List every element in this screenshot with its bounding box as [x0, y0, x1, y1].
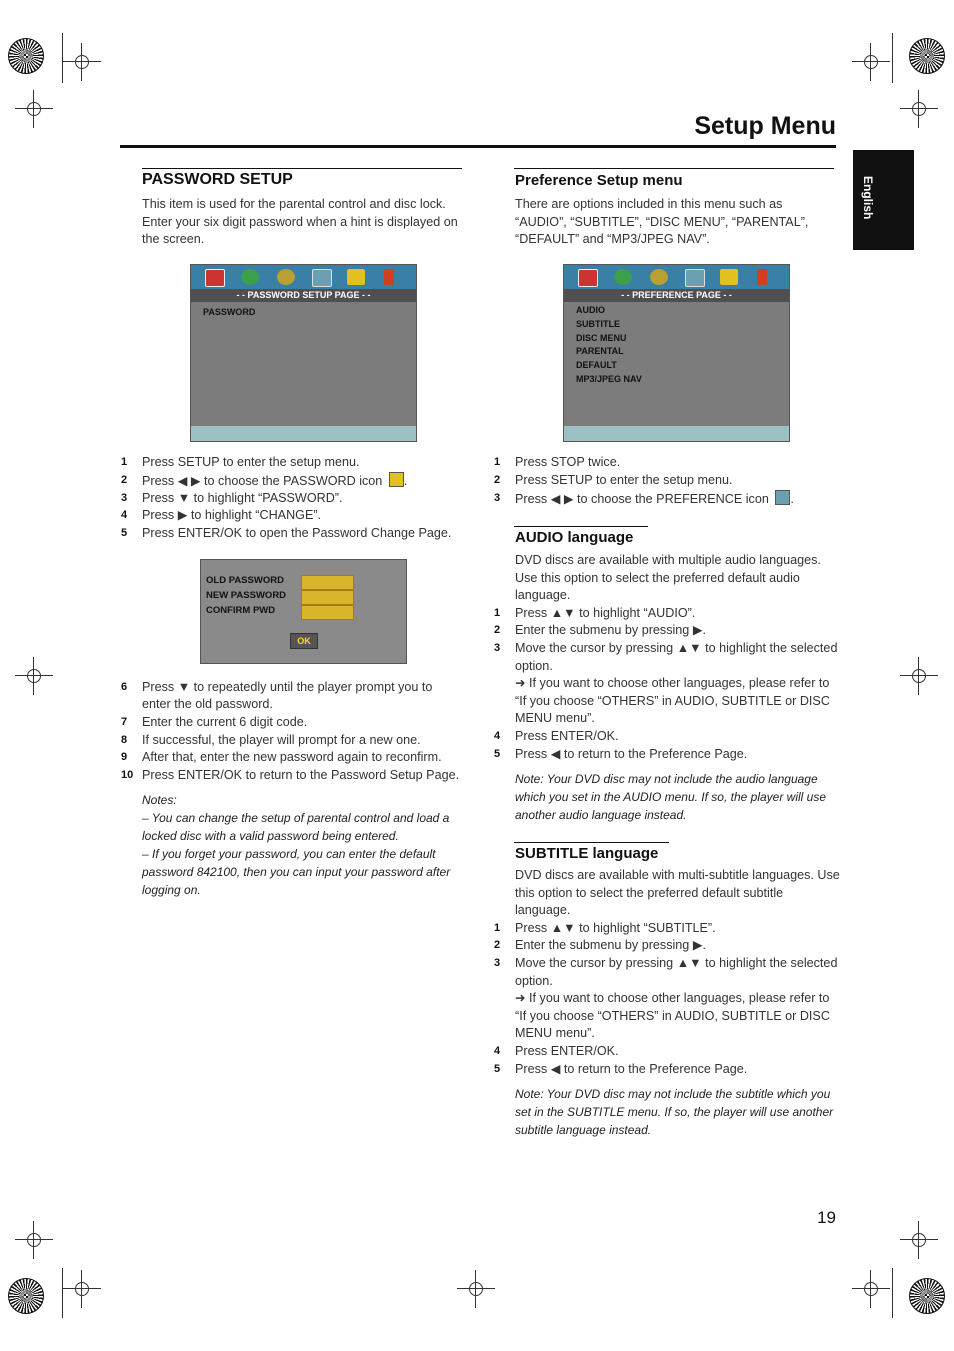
crosshair-mark	[25, 100, 43, 118]
step-number: 4	[494, 730, 501, 742]
crosshair-mark	[73, 53, 91, 71]
crosshair-mark	[862, 1280, 880, 1298]
password-setup-osd-screen	[190, 264, 417, 442]
step-text: After that, enter the new password again to reconfirm.	[142, 750, 442, 764]
step-text: Press ▼ to repeatedly until the player prompt you to	[142, 680, 433, 694]
preference-icon	[312, 269, 332, 287]
osd-menu-item: DEFAULT	[576, 360, 617, 370]
step-number: 3	[494, 957, 501, 969]
step-text: Press ENTER/OK.	[515, 729, 619, 743]
subtitle-language-heading: SUBTITLE language	[515, 845, 659, 862]
step-text: Enter the current 6 digit code.	[142, 715, 308, 729]
text-line: DVD discs are available with multiple audio languages.	[515, 553, 821, 567]
preference-intro	[515, 196, 845, 249]
crop-line	[62, 1268, 63, 1318]
password-lock-icon	[347, 269, 365, 285]
step-number: 7	[121, 716, 128, 728]
step-text: Enter the submenu by pressing ▶.	[515, 938, 706, 953]
step-text: Press ◀ ▶ to choose the PASSWORD icon .	[142, 474, 408, 488]
step-text: Press ◀ ▶ to choose the PREFERENCE icon .	[515, 492, 794, 506]
text-line: “If you choose “OTHERS” in AUDIO, SUBTITLE or DISC	[515, 693, 830, 708]
password-notes	[142, 791, 472, 899]
crosshair-mark	[910, 667, 928, 685]
step-number: 3	[494, 642, 501, 654]
step-text: Press ENTER/OK to return to the Password Setup Page.	[142, 768, 460, 782]
audio-language-heading: AUDIO language	[515, 529, 634, 546]
step-number: 4	[494, 1045, 501, 1057]
osd-menu-item: DISC MENU	[576, 333, 627, 343]
step-text: Press ▶ to highlight “CHANGE”.	[142, 508, 322, 522]
section-rule	[514, 842, 669, 843]
password-change-screen	[200, 559, 407, 664]
text-line: the screen.	[142, 232, 205, 246]
language-tab	[853, 150, 914, 250]
new-password-label: NEW PASSWORD	[206, 590, 287, 601]
text-line: Use this option to select the preferred default audio	[515, 570, 800, 585]
general-setup-icon	[205, 269, 225, 287]
step-text: Press STOP twice.	[515, 455, 621, 469]
note-line: password 842100, then you can input your password after	[142, 865, 451, 879]
text-line: this option to select the preferred default subtitle	[515, 885, 784, 900]
preference-icon	[775, 490, 790, 505]
page-number: 19	[817, 1208, 836, 1227]
old-password-label: OLD PASSWORD	[206, 575, 284, 586]
text-line: option.	[515, 973, 553, 988]
section-rule	[142, 168, 462, 169]
step-text: Move the cursor by pressing ▲▼ to highlight the selected	[515, 956, 838, 970]
new-password-field	[301, 590, 354, 605]
step-number: 10	[121, 769, 134, 781]
step-number: 2	[121, 474, 128, 486]
step-text: Enter the submenu by pressing ▶.	[515, 623, 706, 638]
preference-heading: Preference Setup menu	[515, 172, 683, 189]
osd-menu-item-password: PASSWORD	[203, 307, 256, 317]
language-tab-label: English	[861, 176, 875, 220]
crosshair-mark	[862, 53, 880, 71]
step-number: 5	[494, 747, 501, 760]
text-line: “DEFAULT” and “MP3/JPEG NAV”.	[515, 232, 710, 246]
note-line: which you set in the AUDIO menu. If so, the player will use	[515, 790, 827, 804]
general-setup-icon	[578, 269, 598, 287]
text-line: Enter your six digit password when a hint is displayed on	[142, 214, 458, 229]
note-line: set in the SUBTITLE menu. If so, the player will use another	[515, 1105, 834, 1119]
step-number: 8	[121, 734, 128, 746]
step-text: Press SETUP to enter the setup menu.	[142, 455, 360, 469]
page-title: Setup Menu	[694, 112, 836, 140]
password-setup-heading: PASSWORD SETUP	[142, 171, 293, 188]
title-rule	[120, 145, 836, 148]
note-line: – You can change the setup of parental control and load a	[142, 811, 450, 825]
step-number: 1	[494, 606, 501, 619]
crosshair-mark	[25, 667, 43, 685]
text-line: “AUDIO”, “SUBTITLE”, “DISC MENU”, “PARENTAL”,	[515, 214, 809, 229]
note-line: Notes:	[142, 793, 177, 807]
text-line: There are options included in this menu such as	[515, 197, 783, 211]
step-text: Press ENTER/OK.	[515, 1044, 619, 1058]
text-line: DVD discs are available with multi-subtitle languages. Use	[515, 868, 840, 882]
text-line: This item is used for the parental control and disc lock.	[142, 197, 446, 211]
text-line: ➜ If you want to choose other languages, please refer to	[515, 991, 830, 1006]
step-text: Press ▲▼ to highlight “SUBTITLE”.	[515, 920, 716, 935]
step-text: Press ENTER/OK to open the Password Change Page.	[142, 526, 452, 540]
crop-line	[892, 33, 893, 83]
note-line: Note: Your DVD disc may not include the subtitle which you	[515, 1087, 831, 1101]
osd-page-title: - - PASSWORD SETUP PAGE - -	[191, 289, 416, 302]
step-number: 6	[121, 681, 128, 693]
preference-icon	[685, 269, 705, 287]
confirm-pwd-label: CONFIRM PWD	[206, 605, 276, 616]
crop-line	[892, 1268, 893, 1318]
step-text-content: Press ◀ ▶ to choose the PREFERENCE icon	[515, 492, 769, 506]
osd-footer	[564, 426, 789, 441]
osd-page-title: - - PREFERENCE PAGE - -	[564, 289, 789, 302]
osd-menu-item: SUBTITLE	[576, 319, 620, 329]
step-number: 2	[494, 474, 501, 486]
step-text: Move the cursor by pressing ▲▼ to highlight the selected	[515, 641, 838, 655]
osd-menu-item: AUDIO	[576, 305, 605, 315]
step-number: 1	[121, 456, 128, 468]
section-rule	[514, 526, 648, 527]
note-line: logging on.	[142, 883, 201, 897]
text-line: option.	[515, 658, 553, 673]
step-text: Press ▼ to highlight “PASSWORD”.	[142, 491, 343, 505]
note-line: Note: Your DVD disc may not include the audio language	[515, 772, 818, 786]
note-line: another audio language instead.	[515, 808, 687, 822]
password-lock-icon	[720, 269, 738, 285]
step-number: 5	[121, 527, 128, 539]
step-text-content: Press ◀ ▶ to choose the PASSWORD icon	[142, 474, 383, 488]
osd-menu-item: MP3/JPEG NAV	[576, 374, 642, 384]
audio-setup-icon	[614, 269, 632, 285]
step-number: 5	[494, 1062, 501, 1075]
crosshair-mark	[910, 1231, 928, 1249]
step-text: Press SETUP to enter the setup menu.	[515, 473, 733, 487]
note-line: – If you forget your password, you can enter the default	[142, 847, 436, 861]
old-password-field	[301, 575, 354, 590]
note-line: locked disc with a valid password being entered.	[142, 829, 399, 843]
step-number: 1	[494, 921, 501, 934]
step-number: 3	[494, 492, 501, 504]
confirm-pwd-field	[301, 605, 354, 620]
section-rule	[514, 168, 834, 169]
audio-note	[515, 770, 845, 824]
text-line: MENU menu”.	[515, 711, 595, 726]
print-registration-mark	[8, 38, 44, 74]
crosshair-mark	[467, 1280, 485, 1298]
print-registration-mark	[909, 1278, 945, 1314]
step-number: 4	[121, 509, 128, 521]
crosshair-mark	[910, 100, 928, 118]
print-registration-mark	[8, 1278, 44, 1314]
osd-icon-bar	[564, 265, 789, 289]
text-line: language.	[515, 588, 571, 603]
step-text: Press ◀ to return to the Preference Page.	[515, 746, 748, 761]
video-setup-icon	[650, 269, 668, 285]
step-text: Press ▲▼ to highlight “AUDIO”.	[515, 605, 696, 620]
crop-line	[62, 33, 63, 83]
step-number: 1	[494, 456, 501, 468]
audio-setup-icon	[241, 269, 259, 285]
osd-footer	[191, 426, 416, 441]
text-line: ➜ If you want to choose other languages, please refer to	[515, 676, 830, 691]
ok-button: OK	[290, 633, 318, 649]
exit-icon	[757, 269, 767, 285]
crosshair-mark	[73, 1280, 91, 1298]
text-line: “If you choose “OTHERS” in AUDIO, SUBTITLE or DISC	[515, 1008, 830, 1023]
password-lock-icon	[389, 472, 404, 487]
print-registration-mark	[909, 38, 945, 74]
step-text: enter the old password.	[142, 697, 273, 711]
subtitle-note	[515, 1085, 845, 1139]
step-number: 9	[121, 751, 128, 763]
video-setup-icon	[277, 269, 295, 285]
text-line: MENU menu”.	[515, 1026, 595, 1041]
note-line: subtitle language instead.	[515, 1123, 652, 1137]
osd-icon-bar	[191, 265, 416, 289]
crosshair-mark	[25, 1231, 43, 1249]
password-intro	[142, 196, 472, 249]
step-text: If successful, the player will prompt for a new one.	[142, 733, 421, 747]
step-number: 2	[494, 624, 501, 637]
step-number: 2	[494, 939, 501, 952]
preference-osd-screen	[563, 264, 790, 442]
text-line: language.	[515, 903, 571, 918]
step-number: 3	[121, 492, 128, 504]
osd-menu-item: PARENTAL	[576, 346, 624, 356]
exit-icon	[384, 269, 394, 285]
step-text: Press ◀ to return to the Preference Page.	[515, 1061, 748, 1076]
